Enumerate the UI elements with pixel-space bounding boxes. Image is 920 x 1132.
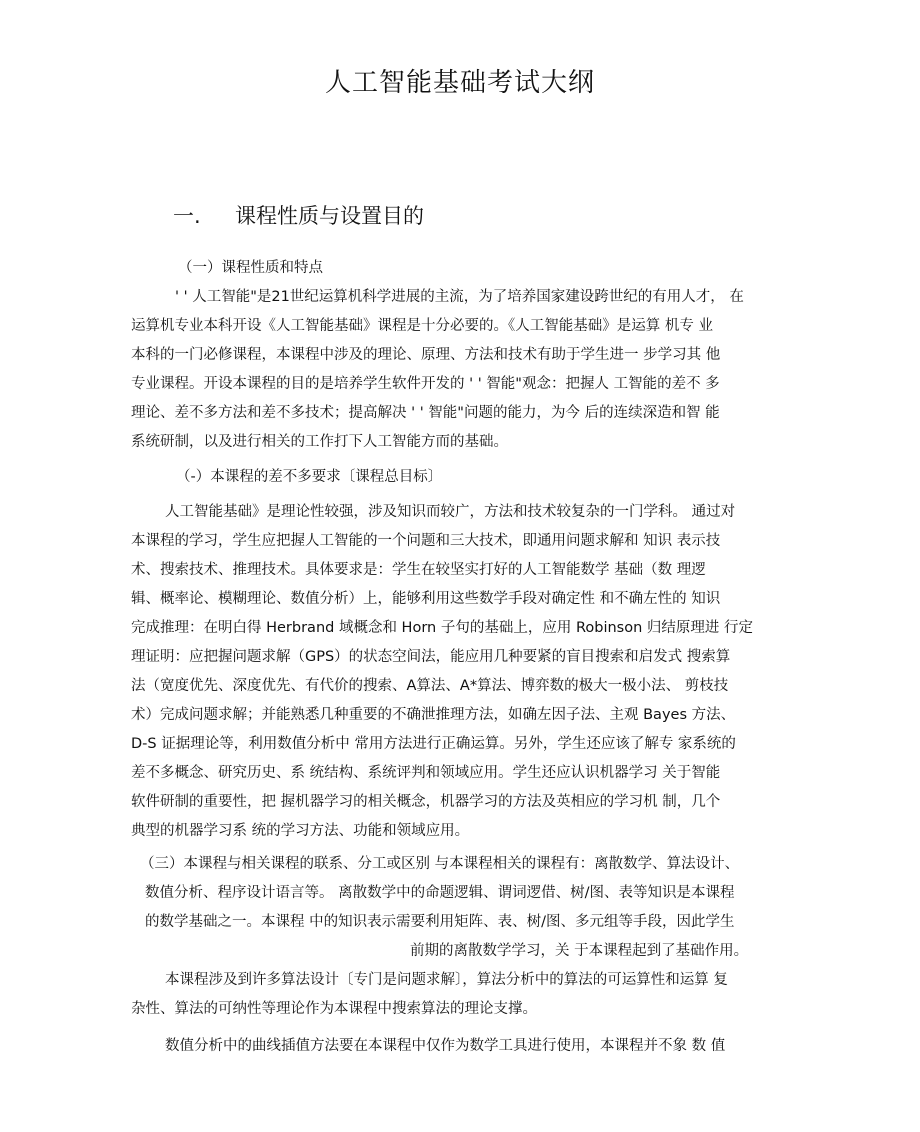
section2-line: 软件研制的重要性，把 握机器学习的相关概念，机器学习的方法及英相应的学习机 制，几个 <box>131 794 721 810</box>
section2-line: 法（宽度优先、深度优先、有代价的搜索、A算法、A*算法、博弈数的极大一极小法、 剪枝技 <box>131 678 729 694</box>
section3-line: 前期的离散数学学习，关 于本课程起到了基础作用。 <box>410 943 749 959</box>
section3-line: 数值分析、程序设计语言等。 离散数学中的命题逻辑、谓词逻借、树/图、表等知识是本课程 <box>145 885 735 901</box>
section3-paragraph-line: 数值分析中的曲线插值方法要在本课程中仅作为数学工具进行使用，本课程并不象 数 值 <box>165 1038 726 1054</box>
section1-line: 本科的一门必修课程，本课程中涉及的理论、原理、方法和技术有助于学生进一 步学习其 他 <box>131 347 721 363</box>
section2-line: 典型的机器学习系 统的学习方法、功能和领域应用。 <box>131 823 470 839</box>
section2-line: D-S 证据理论等，利用数值分析中 常用方法进行正确运算。另外，学生还应该了解专 家系统的 <box>131 736 736 752</box>
section3-paragraph-line: 本课程涉及到许多算法设计〔专门是问题求解〕，算法分析中的算法的可运算性和运算 复 <box>165 972 728 988</box>
page-title: 人工智能基础考试大纲 <box>324 68 595 98</box>
section3-paragraph-line: 杂性、算法的可纳性等理论作为本课程中搜索算法的理论支撑。 <box>131 1001 537 1017</box>
section3-line: 的数学基础之一。本课程 中的知识表示需要利用矩阵、表、树/图、多元组等手段，因此学生 <box>145 914 735 930</box>
section2-line: 术、搜索技术、推理技术。具体要求是：学生在较坚实打好的人工智能数学 基础（数 理逻 <box>131 562 706 578</box>
section2-line: 理证明：应把握问题求解（GPS）的状态空间法，能应用几种要紧的盲目搜索和启发式 搜索算 <box>131 649 731 665</box>
section1-line: 理论、差不多方法和差不多技术；提高解决 ' ' 智能"问题的能力，为今 后的连续深造和智 能 <box>131 405 720 421</box>
chapter-title: 课程性质与设置目的 <box>235 204 424 228</box>
section1-heading: （一）课程性质和特点 <box>178 260 323 276</box>
section1-line: ' ' 人工智能"是21世纪运算机科学进展的主流，为了培养国家建设跨世纪的有用人才， 在 <box>175 289 744 305</box>
section1-line: 运算机专业本科开设《人工智能基础》课程是十分必要的。《人工智能基础》是运算 机专 业 <box>131 318 713 334</box>
section2-line: 本课程的学习，学生应把握人工智能的一个问题和三大技术，即通用问题求解和 知识 表示技 <box>131 533 721 549</box>
section2-line: 辑、概率论、模糊理论、数值分析）上，能够利用这些数学手段对确定性 和不确左性的 知识 <box>131 591 721 607</box>
chapter-number: 一. <box>173 204 201 228</box>
section1-line: 专业课程。开设本课程的目的是培养学生软件开发的 ' ' 智能"观念：把握人 工智能的差不 多 <box>131 376 720 392</box>
section1-line: 系统研制，以及进行相关的工作打下人工智能方而的基础。 <box>131 434 508 450</box>
section2-line: 术）完成问题求解；并能熟悉几种重要的不确泄推理方法，如确左因子法、主观 Bayes 方法、 <box>131 707 736 723</box>
section2-line: 差不多概念、研究历史、系 统结构、系统评判和领域应用。学生还应认识机器学习 关于智能 <box>131 765 721 781</box>
section2-line: 完成推理：在明白得 Herbrand 域概念和 Horn 子句的基础上，应用 Robinson 归结原理进 行定 <box>131 620 753 636</box>
section2-heading: （-）本课程的差不多要求〔课程总目标〕 <box>176 469 443 485</box>
section3-line: （三）本课程与相关课程的联系、分工或区别 与本课程相关的课程有：离散数学、算法设计、 <box>140 856 740 872</box>
chapter-heading <box>173 200 424 230</box>
section2-line: 人工智能基础》是理论性较强，涉及知识而较广，方法和技术较复杂的一门学科。 通过对 <box>165 504 736 520</box>
